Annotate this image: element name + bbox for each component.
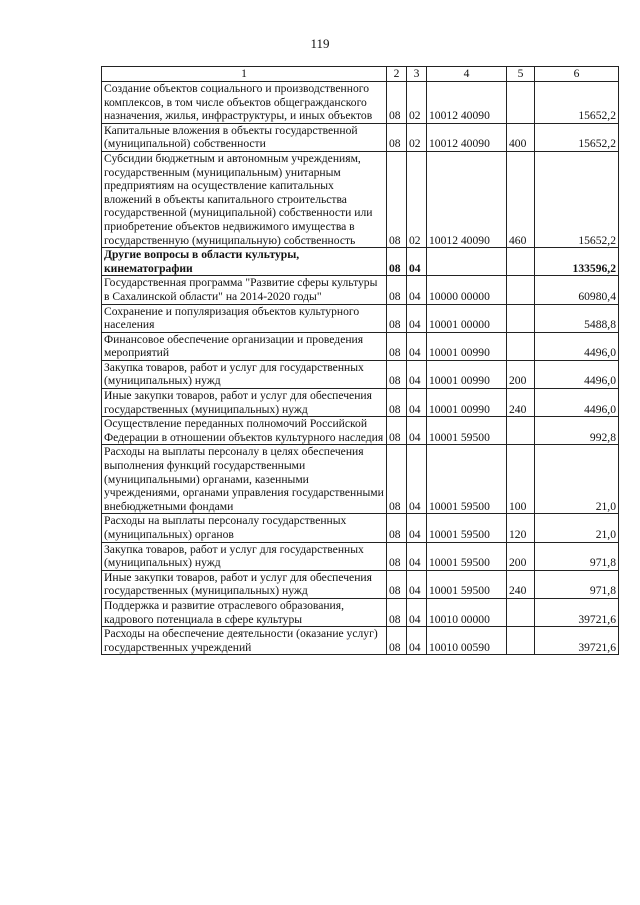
row-expense-type: 240 — [507, 389, 535, 417]
row-amount: 4496,0 — [535, 389, 619, 417]
row-amount: 15652,2 — [535, 151, 619, 247]
row-target-article: 10012 40090 — [427, 82, 507, 124]
table-row — [102, 627, 619, 655]
row-subsection: 04 — [407, 598, 427, 626]
row-subsection: 02 — [407, 151, 427, 247]
row-expense-type — [507, 598, 535, 626]
table-row — [102, 332, 619, 360]
row-name: Расходы на выплаты персоналу в целях обеспечения выполнения функций государственными (муниципальными) органами, казенными учреждениями, органами управления государственными внебюджетными фондами — [102, 445, 387, 514]
row-subsection: 02 — [407, 82, 427, 124]
row-amount: 133596,2 — [535, 248, 619, 276]
row-target-article: 10001 59500 — [427, 542, 507, 570]
row-expense-type: 200 — [507, 542, 535, 570]
row-target-article: 10010 00590 — [427, 627, 507, 655]
row-name: Закупка товаров, работ и услуг для государственных (муниципальных) нужд — [102, 360, 387, 388]
row-amount: 39721,6 — [535, 627, 619, 655]
row-amount: 15652,2 — [535, 82, 619, 124]
row-section: 08 — [387, 123, 407, 151]
row-expense-type — [507, 332, 535, 360]
row-name: Другие вопросы в области культуры, кинематографии — [102, 248, 387, 276]
table-row — [102, 123, 619, 151]
row-subsection: 04 — [407, 514, 427, 542]
row-subsection: 04 — [407, 248, 427, 276]
row-target-article: 10001 59500 — [427, 445, 507, 514]
row-subsection: 04 — [407, 276, 427, 304]
row-section: 08 — [387, 276, 407, 304]
row-target-article: 10001 59500 — [427, 570, 507, 598]
row-amount: 971,8 — [535, 570, 619, 598]
row-amount: 971,8 — [535, 542, 619, 570]
row-amount: 21,0 — [535, 514, 619, 542]
row-expense-type: 100 — [507, 445, 535, 514]
table-row — [102, 248, 619, 276]
row-section: 08 — [387, 151, 407, 247]
row-expense-type — [507, 417, 535, 445]
row-section: 08 — [387, 332, 407, 360]
row-name: Финансовое обеспечение организации и проведения мероприятий — [102, 332, 387, 360]
table-row — [102, 389, 619, 417]
row-expense-type — [507, 248, 535, 276]
row-section: 08 — [387, 514, 407, 542]
row-subsection: 04 — [407, 542, 427, 570]
table-row — [102, 276, 619, 304]
row-subsection: 02 — [407, 123, 427, 151]
row-target-article: 10001 00990 — [427, 389, 507, 417]
row-target-article: 10000 00000 — [427, 276, 507, 304]
row-amount: 39721,6 — [535, 598, 619, 626]
table-row — [102, 151, 619, 247]
row-amount: 60980,4 — [535, 276, 619, 304]
row-amount: 21,0 — [535, 445, 619, 514]
table-header-row — [102, 67, 619, 82]
table-row — [102, 82, 619, 124]
row-expense-type — [507, 82, 535, 124]
row-amount: 15652,2 — [535, 123, 619, 151]
row-subsection: 04 — [407, 389, 427, 417]
row-name: Иные закупки товаров, работ и услуг для обеспечения государственных (муниципальных) нужд — [102, 570, 387, 598]
row-name: Закупка товаров, работ и услуг для государственных (муниципальных) нужд — [102, 542, 387, 570]
row-subsection: 04 — [407, 360, 427, 388]
table-row — [102, 360, 619, 388]
row-expense-type: 240 — [507, 570, 535, 598]
row-section: 08 — [387, 304, 407, 332]
table-row — [102, 514, 619, 542]
row-section: 08 — [387, 389, 407, 417]
row-expense-type: 460 — [507, 151, 535, 247]
row-amount: 5488,8 — [535, 304, 619, 332]
row-target-article: 10001 00000 — [427, 304, 507, 332]
row-target-article: 10001 59500 — [427, 417, 507, 445]
row-section: 08 — [387, 542, 407, 570]
row-name: Субсидии бюджетным и автономным учреждениям, государственным (муниципальным) унитарным предприятиям на осуществление капитальных вложений в объекты капитального строительства государственной (муниципальной) собственности или приобретение объектов недвижимого имущества в государственную (муниципальную) собственность — [102, 151, 387, 247]
row-subsection: 04 — [407, 445, 427, 514]
row-amount: 4496,0 — [535, 360, 619, 388]
row-amount: 992,8 — [535, 417, 619, 445]
row-target-article: 10012 40090 — [427, 151, 507, 247]
header-col-5: 5 — [507, 67, 535, 82]
row-name: Поддержка и развитие отраслевого образования, кадрового потенциала в сфере культуры — [102, 598, 387, 626]
row-amount: 4496,0 — [535, 332, 619, 360]
table-row — [102, 445, 619, 514]
header-col-1: 1 — [102, 67, 387, 82]
row-section: 08 — [387, 598, 407, 626]
header-col-2: 2 — [387, 67, 407, 82]
row-section: 08 — [387, 82, 407, 124]
row-subsection: 04 — [407, 627, 427, 655]
row-name: Иные закупки товаров, работ и услуг для обеспечения государственных (муниципальных) нужд — [102, 389, 387, 417]
row-name: Расходы на выплаты персоналу государственных (муниципальных) органов — [102, 514, 387, 542]
budget-table — [101, 66, 619, 655]
row-name: Создание объектов социального и производственного комплексов, в том числе объектов общегражданского назначения, жилья, инфраструктуры, и иных объектов — [102, 82, 387, 124]
row-subsection: 04 — [407, 570, 427, 598]
row-subsection: 04 — [407, 304, 427, 332]
row-subsection: 04 — [407, 332, 427, 360]
row-expense-type: 120 — [507, 514, 535, 542]
row-name: Осуществление переданных полномочий Российской Федерации в отношении объектов культурного наследия — [102, 417, 387, 445]
row-target-article — [427, 248, 507, 276]
row-target-article: 10012 40090 — [427, 123, 507, 151]
row-target-article: 10001 00990 — [427, 332, 507, 360]
header-col-6: 6 — [535, 67, 619, 82]
table-row — [102, 417, 619, 445]
row-name: Расходы на обеспечение деятельности (оказание услуг) государственных учреждений — [102, 627, 387, 655]
row-section: 08 — [387, 360, 407, 388]
row-expense-type — [507, 304, 535, 332]
row-target-article: 10010 00000 — [427, 598, 507, 626]
table-row — [102, 542, 619, 570]
table-row — [102, 304, 619, 332]
header-col-4: 4 — [427, 67, 507, 82]
row-section: 08 — [387, 570, 407, 598]
row-name: Сохранение и популяризация объектов культурного населения — [102, 304, 387, 332]
row-expense-type — [507, 627, 535, 655]
row-name: Капитальные вложения в объекты государственной (муниципальной) собственности — [102, 123, 387, 151]
row-section: 08 — [387, 627, 407, 655]
row-target-article: 10001 00990 — [427, 360, 507, 388]
row-name: Государственная программа "Развитие сферы культуры в Сахалинской области" на 2014-2020 годы" — [102, 276, 387, 304]
row-expense-type: 200 — [507, 360, 535, 388]
row-section: 08 — [387, 248, 407, 276]
header-col-3: 3 — [407, 67, 427, 82]
row-section: 08 — [387, 445, 407, 514]
row-target-article: 10001 59500 — [427, 514, 507, 542]
row-expense-type — [507, 276, 535, 304]
page-number: 119 — [310, 36, 330, 51]
table-row — [102, 598, 619, 626]
row-subsection: 04 — [407, 417, 427, 445]
table-row — [102, 570, 619, 598]
row-section: 08 — [387, 417, 407, 445]
row-expense-type: 400 — [507, 123, 535, 151]
